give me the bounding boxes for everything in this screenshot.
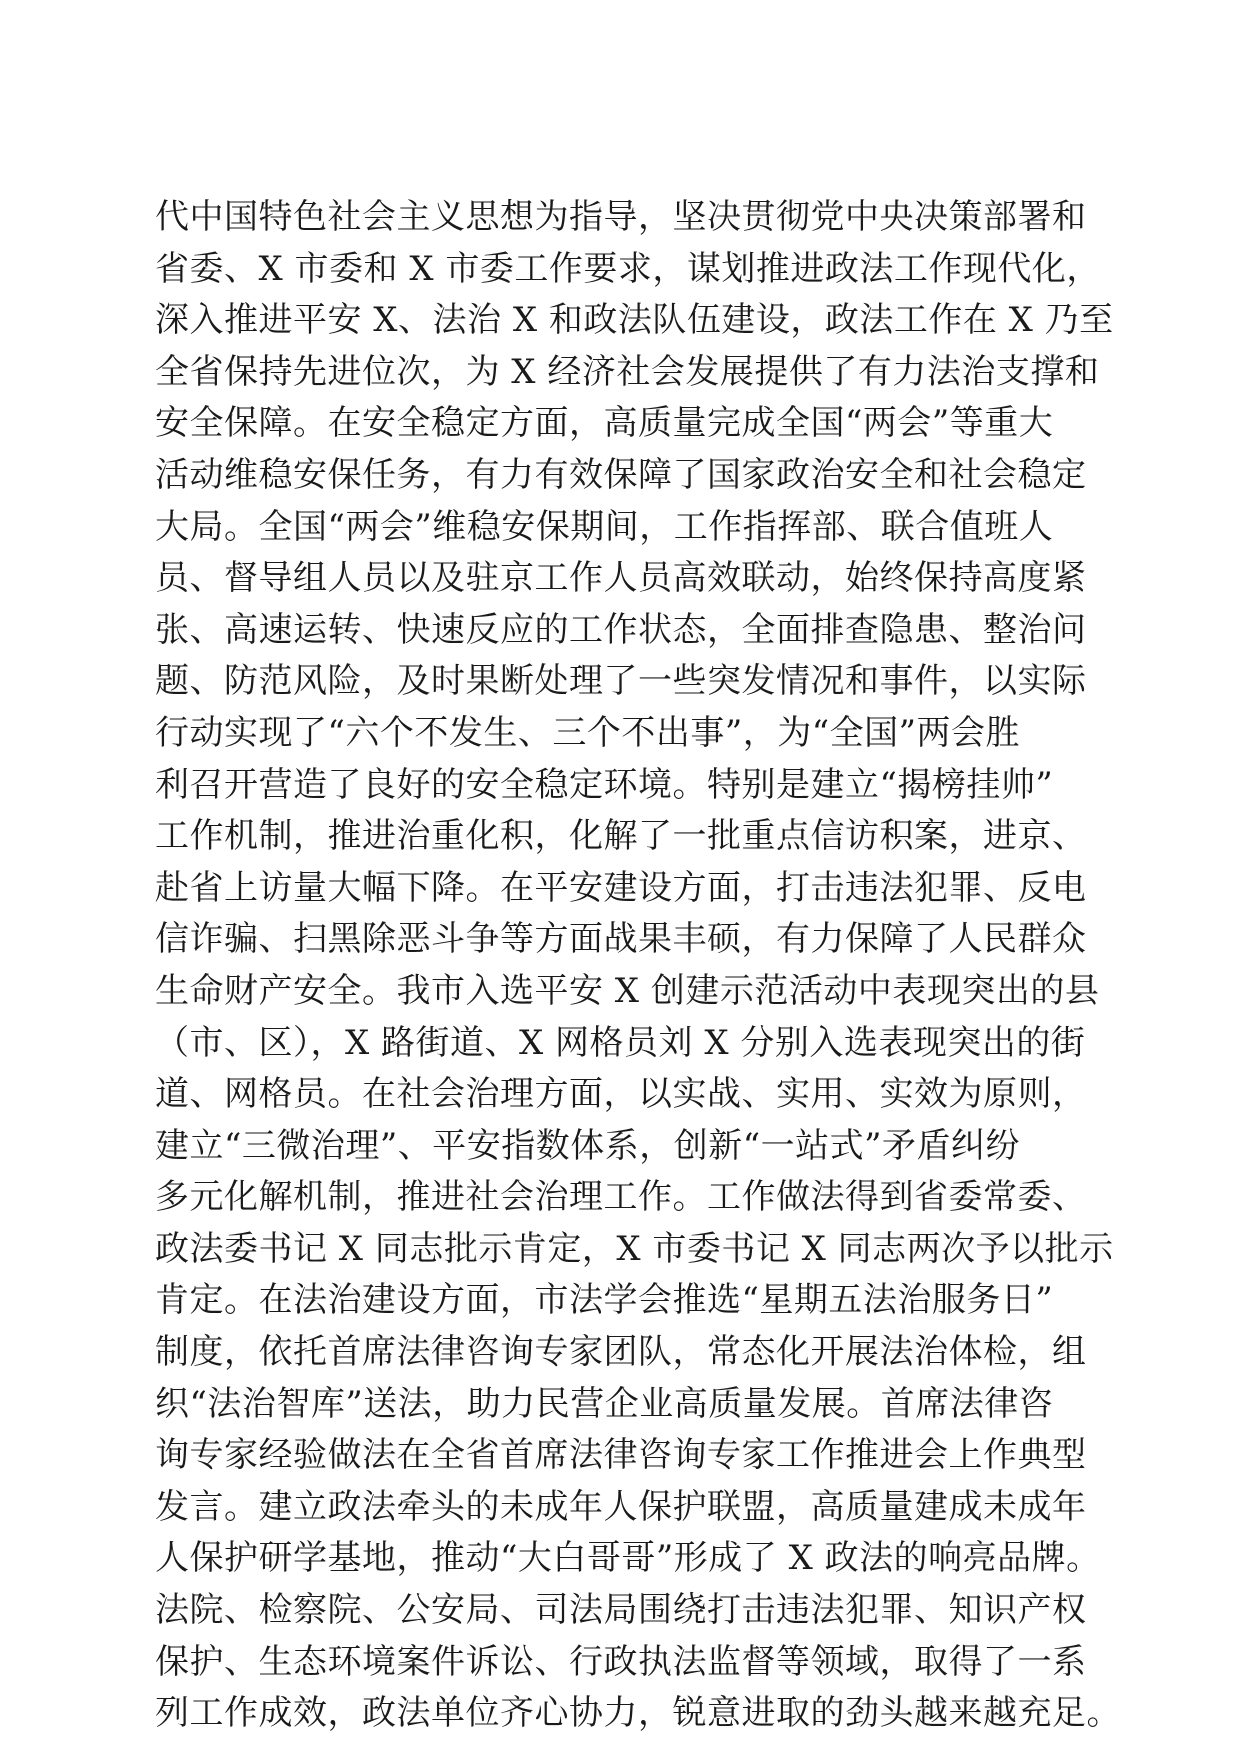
text-line: 生命财产安全。我市入选平安 X 创建示范活动中表现突出的县 — [155, 970, 1100, 1011]
text-line: 员、督导组人员以及驻京工作人员高效联动，始终保持高度紧 — [155, 558, 1087, 599]
text-line: 询专家经验做法在全省首席法律咨询专家工作推进会上作典型 — [155, 1435, 1087, 1476]
text-line: 全省保持先进位次，为 X 经济社会发展提供了有力法治支撑和 — [155, 351, 1100, 392]
text-line: 制度，依托首席法律咨询专家团队，常态化开展法治体检，组 — [155, 1332, 1087, 1373]
text-line: 利召开营造了良好的安全稳定环境。特别是建立“揭榜挂帅” — [155, 764, 1054, 805]
text-line: 发言。建立政法牵头的未成年人保护联盟，高质量建成未成年 — [155, 1486, 1087, 1527]
text-line: 建立“三微治理”、平安指数体系，创新“一站式”矛盾纠纷 — [155, 1125, 1021, 1166]
text-line: 代中国特色社会主义思想为指导，坚决贯彻党中央决策部署和 — [155, 197, 1087, 237]
text-line: 织“法治智库”送法，助力民营企业高质量发展。首席法律咨 — [155, 1383, 1054, 1424]
text-line: 大局。全国“两会”维稳安保期间，工作指挥部、联合值班人 — [155, 506, 1054, 547]
text-line: 行动实现了“六个不发生、三个不出事”，为“全国”两会胜 — [155, 712, 1021, 753]
text-line: 安全保障。在安全稳定方面，高质量完成全国“两会”等重大 — [155, 403, 1054, 444]
text-line: 保护、生态环境案件诉讼、行政执法监督等领域，取得了一系 — [155, 1641, 1087, 1682]
text-line: 列工作成效，政法单位齐心协力，锐意进取的劲头越来越充足。 — [155, 1693, 1121, 1734]
text-line: 赴省上访量大幅下降。在平安建设方面，打击违法犯罪、反电 — [155, 867, 1087, 908]
text-line: 多元化解机制，推进社会治理工作。工作做法得到省委常委、 — [155, 1177, 1087, 1218]
text-line: 法院、检察院、公安局、司法局围绕打击违法犯罪、知识产权 — [155, 1590, 1087, 1631]
text-line: 工作机制，推进治重化积，化解了一批重点信访积案，进京、 — [155, 816, 1087, 857]
text-line: 道、网格员。在社会治理方面，以实战、实用、实效为原则， — [155, 1074, 1087, 1115]
text-line: 政法委书记 X 同志批示肯定，X 市委书记 X 同志两次予以批示 — [155, 1228, 1114, 1269]
text-line: 肯定。在法治建设方面，市法学会推选“星期五法治服务日” — [155, 1280, 1054, 1321]
text-line: 人保护研学基地，推动“大白哥哥”形成了 X 政法的响亮品牌。 — [155, 1538, 1101, 1579]
text-line: 题、防范风险，及时果断处理了一些突发情况和事件，以实际 — [155, 661, 1087, 702]
text-line: 省委、X 市委和 X 市委工作要求，谋划推进政法工作现代化， — [155, 248, 1101, 289]
text-line: 深入推进平安 X、法治 X 和政法队伍建设，政法工作在 X 乃至 — [155, 300, 1114, 341]
text-line: （市、区），X 路街道、X 网格员刘 X 分别入选表现突出的街 — [155, 1022, 1086, 1063]
text-line: 信诈骗、扫黑除恶斗争等方面战果丰硕，有力保障了人民群众 — [155, 919, 1087, 960]
body-paragraph — [155, 192, 1121, 1740]
text-line: 张、高速运转、快速反应的工作状态，全面排查隐患、整治问 — [155, 609, 1087, 650]
text-line: 活动维稳安保任务，有力有效保障了国家政治安全和社会稳定 — [155, 454, 1087, 495]
